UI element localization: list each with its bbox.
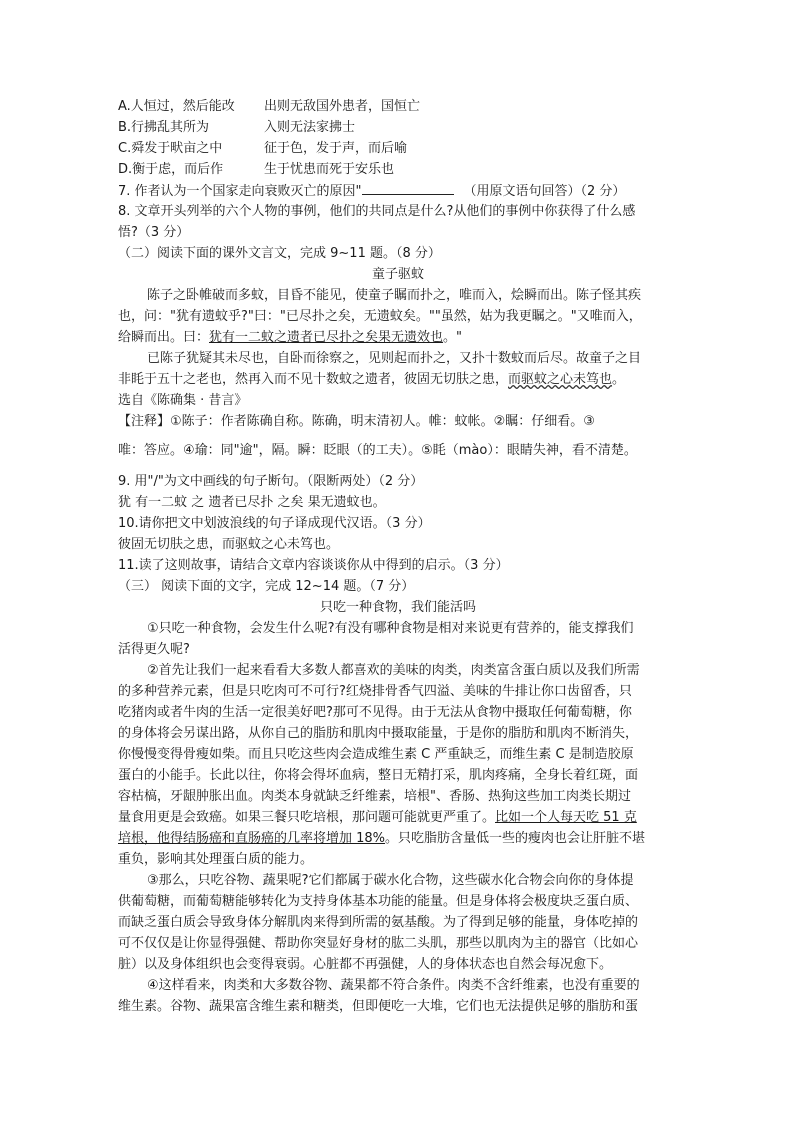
section-3-title: 只吃一种食物，我们能活吗 — [319, 600, 476, 615]
section-2-title: 童子驱蚊 — [371, 267, 424, 282]
passage-p2-line2-end: 。 — [612, 372, 626, 387]
underlined-statistic-1: 比如一个人每天吃 51 克 — [495, 810, 637, 825]
answer-blank[interactable] — [362, 180, 454, 195]
article-p3-line2: 供葡萄糖，而葡萄糖能够转化为支持身体基本功能的能量。但是身体将会极度块乏蛋白质、 — [118, 894, 639, 909]
underlined-statistic-2: 培根，他得结肠癌和直肠癌的几率将增加 18% — [118, 831, 386, 846]
annotation-line1: 【注释】①陈子：作者陈确自称。陈确，明末清初人。帷：蚊帐。②瞩：仔细看。③ — [118, 414, 595, 429]
question-11: 11.读了这则故事，请结合文章内容谈谈你从中得到的启示。（3 分） — [118, 558, 509, 573]
passage-source: 选自《陈确集 · 昔言》 — [118, 393, 248, 408]
question-7-hint: （用原文语句回答）（2 分） — [463, 184, 626, 199]
passage-p1-line3 — [118, 327, 462, 348]
wavy-underlined-sentence: 而驱蚊之心未笃也 — [508, 372, 613, 387]
article-p3-line5: 脏）以及身体组织也会变得衰弱。心脏都不再强健，人的身体状态也自然会每况愈下。 — [118, 957, 613, 972]
article-p2-line10: 重负，影响其处理蛋白质的能力。 — [118, 852, 314, 867]
passage-p2-line2 — [118, 369, 625, 390]
passage-p1-line3-text: 给瞬而出。曰： — [118, 330, 210, 345]
passage-p1-line2: 也，问："犹有遗蚊乎?"曰："已尽扑之矣，无遗蚊矣。""虽然，姑为我更瞩之。"又唯而入， — [118, 309, 642, 324]
question-10: 10.请你把文中划波浪线的句子译成现代汉语。（3 分） — [118, 516, 431, 531]
question-9: 9. 用"/"为文中画线的句子断句。（限断两处）（2 分） — [118, 474, 424, 489]
option-c-right: 征于色，发于声，而后喻 — [264, 141, 408, 156]
article-p4-line1: ④这样看来，肉类和大多数谷物、蔬果都不符合条件。肉类不含纤维素，也没有重要的 — [147, 978, 640, 993]
article-p3-line4: 可不仅仅是让你显得强健、帮助你突显好身材的肱二头肌，那些以肌肉为主的器官（比如心 — [118, 936, 639, 951]
article-p2-line4: 的身体将会另谋出路，从你自己的脂肪和肌肉中摄取能量，于是你的脂肪和肌肉不断消失， — [118, 726, 639, 741]
article-p2-line3: 吃猪肉或者牛肉的生活一定很美好吧?那可不见得。由于无法从食物中摄取任何葡萄糖，你 — [118, 705, 632, 720]
question-8-line2: 悟?（3 分） — [118, 225, 190, 240]
question-7 — [118, 180, 625, 202]
passage-p2-line2-text: 非眊于五十之老也，然再入而不见十数蚊之遗者，彼固无切肤之患， — [118, 372, 509, 387]
question-7-text: 7. 作者认为一个国家走向衰败灭亡的原因" — [118, 184, 362, 199]
article-p2-line5: 你慢慢变得骨瘦如柴。而且只吃这些肉会造成维生素 C 严重缺乏，而维生素 C 是制造胶原 — [118, 747, 634, 762]
article-p2-line8 — [118, 807, 637, 828]
underlined-sentence: 犹有一二蚊之遗者已尽扑之矣果无遗效也 — [209, 330, 444, 345]
article-p2-line7: 容枯槁，牙龈肿胀出血。肉类本身就缺乏纤维素，培根"、香肠、热狗这些加工肉类长期过 — [118, 789, 631, 804]
article-p2-line9 — [118, 828, 645, 849]
article-p3-line3: 而缺乏蛋白质会导致身体分解肌肉来得到所需的氨基酸。为了得到足够的能量，身体吃掉的 — [118, 915, 639, 930]
annotation-line2: 唯：答应。④瑜：同"逾"，隔。瞬：眨眼（的工夫）。⑤眊（mào）：眼睛失神，看不清楚。 — [118, 443, 637, 458]
article-p2-line1: ②首先让我们一起来看看大多数人都喜欢的美味的肉类，肉类富含蛋白质以及我们所需 — [147, 663, 640, 678]
section-2-heading: （二）阅读下面的课外文言文，完成 9~11 题。（8 分） — [118, 246, 441, 261]
question-9-sentence: 犹 有一二蚊 之 遗者已尽扑 之矣 果无遗蚊也。 — [118, 495, 386, 510]
article-p1-line2: 活得更久呢? — [118, 642, 190, 657]
article-p3-line1: ③那么，只吃谷物、蔬果呢?它们都属于碳水化合物，这些碳水化合物会向你的身体提 — [147, 873, 634, 888]
article-p2-line9-tail: 。只吃脂肪含量低一些的瘦肉也会让肝脏不堪 — [385, 831, 646, 846]
option-b-left: B.行拂乱其所为 — [118, 120, 210, 135]
article-p2-line2: 的多种营养元素，但是只吃肉可不可行?红烧排骨香气四溢、美味的牛排让你口齿留香，只 — [118, 684, 632, 699]
article-p4-line2: 维生素。谷物、蔬果富含维生素和糖类，但即便吃一大堆，它们也无法提供足够的脂肪和蛋 — [118, 999, 639, 1014]
passage-p1-line3-end: 。" — [443, 330, 463, 345]
passage-p1-line1: 陈子之卧帷破而多蚊，目昏不能见，使童子瞩而扑之，唯而入，烩瞬而出。陈子怪其疾 — [147, 288, 642, 303]
article-p1-line1: ①只吃一种食物，会发生什么呢?有没有哪种食物是相对来说更有营养的，能支撑我们 — [147, 621, 634, 636]
option-d-right: 生于忧患而死于安乐也 — [264, 162, 395, 177]
article-p2-line6: 蛋白的小能手。长此以往，你将会得坏血病，整日无精打采，肌肉疼痛，全身长着红斑，面 — [118, 768, 639, 783]
question-10-sentence: 彼固无切肤之患，而驱蚊之心未笃也。 — [118, 537, 340, 552]
passage-p2-line1: 已陈子犹疑其未尽也，自卧而徐察之，见则起而扑之，又扑十数蚊而后尽。故童子之目 — [147, 351, 642, 366]
option-c-left: C.舜发于畎亩之中 — [118, 141, 223, 156]
section-3-heading: （三） 阅读下面的文字，完成 12~14 题。（7 分） — [118, 579, 415, 594]
question-8-line1: 8. 文章开头列举的六个人物的事例，他们的共同点是什么?从他们的事例中你获得了什么感 — [118, 204, 636, 219]
option-d-left: D.衡于虑，而后作 — [118, 162, 224, 177]
option-a-right: 出则无敌国外患者，国恒亡 — [264, 99, 421, 114]
option-a-left: A.人恒过，然后能改 — [118, 99, 235, 114]
option-b-right: 入则无法家拂士 — [264, 120, 356, 135]
article-p2-line8-text: 量食用更是会致癌。如果三餐只吃培根，那问题可能就更严重了。 — [118, 810, 496, 825]
